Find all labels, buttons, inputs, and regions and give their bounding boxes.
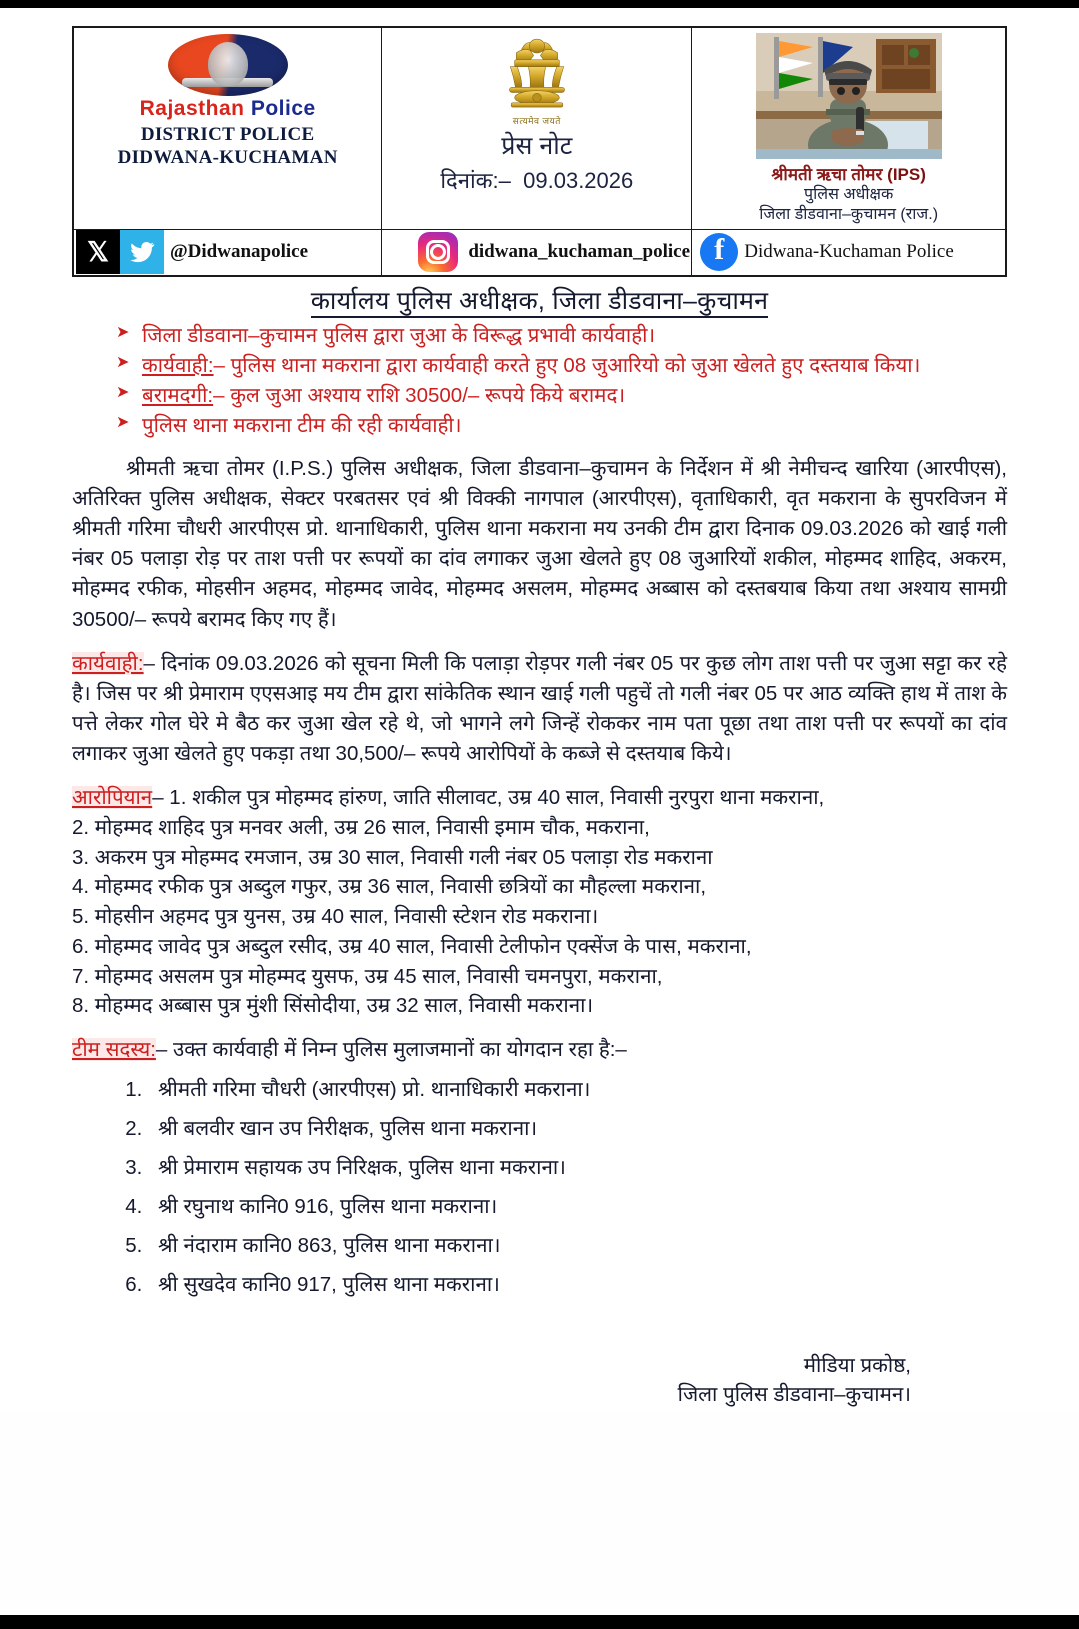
twitter-handle-text[interactable]: @Didwanapolice — [170, 241, 309, 263]
crest-band-icon — [182, 78, 273, 87]
press-note-title: प्रेस नोट — [501, 132, 573, 160]
signoff-line-1: मीडिया प्रकोष्ठ, — [803, 1353, 911, 1377]
bullet-item — [116, 321, 1007, 350]
action-label: कार्यवाही: — [72, 651, 144, 675]
accused-item: 7. मोहम्मद असलम पुत्र मोहम्मद युसफ, उम्र 45 साल, निवासी चमनपुरा, मकराना, — [72, 964, 663, 988]
bullet-item — [116, 381, 1007, 410]
instagram-glyph — [426, 240, 450, 264]
social-media-row — [73, 230, 1006, 276]
bullet-text: जिला डीडवाना–कुचामन पुलिस द्वारा जुआ के विरूद्ध प्रभावी कार्यवाही। — [142, 323, 656, 347]
press-note-box — [382, 28, 691, 199]
accused-dash: – — [152, 786, 164, 810]
team-member-item: 4. श्री रघुनाथ कानि0 916, पुलिस थाना मकराना। — [148, 1188, 1007, 1227]
letterhead-center-cell — [382, 27, 692, 230]
accused-label: आरोपियान — [72, 786, 153, 810]
bullet-label: कार्यवाही: — [142, 353, 214, 377]
bullet-item — [116, 351, 1007, 380]
ashoka-pillar-icon — [494, 34, 580, 120]
bullet-item — [116, 411, 1007, 440]
instagram-handle-text[interactable]: didwana_kuchaman_police — [468, 241, 691, 263]
twitter-x-group[interactable] — [74, 230, 381, 274]
team-member-item: 6. श्री सुखदेव कानि0 917, पुलिस थाना मकराना। — [148, 1266, 1007, 1305]
date-label: दिनांक:– — [440, 168, 511, 193]
document-body — [72, 283, 1007, 1411]
team-intro-paragraph — [72, 1035, 1007, 1065]
satyameva-jayate-text: सत्यमेव जयते — [512, 116, 561, 126]
twitter-cell[interactable] — [73, 230, 382, 276]
team-member-item: 1. श्रीमती गरिमा चौधरी (आरपीएस) प्रो. थानाधिकारी मकराना। — [148, 1071, 1007, 1110]
accused-item: 8. मोहम्मद अब्बास पुत्र मुंशी सिंसोदीया, उम्र 32 साल, निवासी मकराना। — [72, 994, 594, 1018]
bullet-text: – पुलिस थाना मकराना द्वारा कार्यवाही करते हुए 08 जुआरियो को जुआ खेलते हुए दस्तयाब किया। — [213, 353, 921, 377]
page-title-text: कार्यालय पुलिस अधीक्षक, जिला डीडवाना–कुचामन — [311, 287, 769, 318]
accused-item: 2. मोहम्मद शाहिद पुत्र मनवर अली, उम्र 26 साल, निवासी इमाम चौक, मकराना, — [72, 815, 650, 839]
x-icon[interactable]: 𝕏 — [76, 230, 120, 274]
officer-name — [696, 162, 1001, 185]
accused-item: 4. मोहम्मद रफीक पुत्र अब्दुल गफुर, उम्र 36 साल, निवासी छत्रियों का मौहल्ला मकराना, — [72, 875, 707, 899]
instagram-group[interactable] — [382, 230, 691, 274]
team-member-item: 2. श्री बलवीर खान उप निरीक्षक, पुलिस थाना मकराना। — [148, 1110, 1007, 1149]
bullet-label: बरामदगी: — [142, 383, 214, 407]
officer-box — [692, 28, 1005, 229]
bullet-text: – कुल जुआ अश्याय राशि 30500/– रूपये किये बरामद। — [213, 383, 626, 407]
highlight-bullet-list — [116, 321, 1007, 440]
rajasthan-police-emblem-icon — [168, 34, 288, 96]
wordmark-police: Police — [250, 97, 316, 120]
team-member-item: 5. श्री नंदाराम कानि0 863, पुलिस थाना मकराना। — [148, 1227, 1007, 1266]
officer-ips-tag: (IPS) — [887, 165, 926, 184]
rajasthan-police-wordmark — [78, 98, 377, 120]
signoff-line-2: जिला पुलिस डीडवाना–कुचामन। — [677, 1383, 911, 1407]
district-police-line1: DISTRICT POLICE — [140, 124, 315, 146]
press-note-page — [0, 8, 1079, 1410]
team-label: टीम सदस्य: — [72, 1037, 156, 1061]
officer-name-text: श्रीमती ऋचा तोमर — [771, 165, 883, 184]
facebook-group[interactable] — [692, 230, 1005, 274]
signoff-block — [72, 1351, 1007, 1410]
action-text: – दिनांक 09.03.2026 को सूचना मिली कि पलाड़ा रोड़पर गली नंबर 05 पर कुछ लोग ताश पत्ती पर जुआ सट्टा कर रहे है। जिस पर श्री प्रेमाराम एएसआइ मय टीम द्वारा सांकेतिक स्थान खाई गली पहुचें तो गली नंबर 05 पर आठ व्यक्ति हाथ में ताश के पत्ते लेकर गोल घेरे मे बैठ कर जुआ खेल रहे थे, जो भागने लगे जिन्हें रोककर नाम पता पूछा तथा ताश पत्ती पर रूपयों का दांव लगाकर जुआ खेलते हुए पकड़ा तथा 30,500/– रूपये आरोपियों के कब्जे से दस्तयाब किये। — [72, 651, 1007, 766]
facebook-cell[interactable] — [692, 230, 1006, 276]
team-intro-text: – उक्त कार्यवाही में निम्न पुलिस मुलाजमानों का योगदान रहा है:– — [155, 1037, 627, 1061]
main-paragraph: श्रीमती ऋचा तोमर (I.P.S.) पुलिस अधीक्षक, जिला डीडवाना–कुचामन के निर्देशन में श्री नेमीचन्द खारिया (आरपीएस), अतिरिक्त पुलिस अधीक्षक, सेक्टर परबतसर एवं श्री विक्की नागपाल (आरपीएस), वृताधिकारी, वृत मकराना के सुपरविजन में श्रीमती गरिमा चौधरी आरपीएस प्रो. थानाधिकारी, पुलिस थाना मकराना मय उनकी टीम द्वारा दिनाक 09.03.2026 को खाई गली नंबर 05 पलाड़ा रोड़ पर ताश पत्ती पर रूपयों का दांव लगाकर जुआ खेलते हुए 08 जुआरियों शकील, मोहम्मद शाहिद, अकरम, मोहम्मद रफीक, मोहसीन अहमद, मोहम्मद जावेद, मोहम्मद असलम, मोहम्मद अब्बास को दस्तबयाब किया तथा अश्याय सामग्री 30500/– रूपये बरामद किए गए हैं। — [72, 456, 1007, 631]
letterhead-table — [72, 26, 1007, 277]
accused-list-block — [72, 783, 1007, 1021]
team-member-list — [148, 1071, 1007, 1305]
instagram-icon[interactable] — [418, 232, 458, 272]
instagram-cell[interactable] — [382, 230, 692, 276]
letterhead-right-cell — [692, 27, 1006, 230]
accused-item: 3. अकरम पुत्र मोहम्मद रमजान, उम्र 30 साल, निवासी गली नंबर 05 पलाड़ा रोड मकराना — [72, 845, 713, 869]
date-value: 09.03.2026 — [523, 168, 634, 193]
officer-photo — [756, 33, 942, 159]
wordmark-rajasthan: Rajasthan — [139, 97, 245, 120]
press-note-date — [386, 165, 687, 195]
rajasthan-police-logo-box — [74, 28, 381, 173]
screen-bottom-bar — [0, 1615, 1079, 1629]
page-title — [72, 283, 1007, 317]
district-police-line2: DIDWANA-KUCHAMAN — [117, 147, 338, 169]
officer-rank: पुलिस अधीक्षक — [803, 186, 894, 203]
action-paragraph — [72, 649, 1007, 770]
letterhead-left-cell — [73, 27, 382, 230]
officer-district: जिला डीडवाना–कुचामन (राज.) — [759, 206, 939, 223]
screen-top-bar — [0, 0, 1079, 8]
facebook-icon[interactable]: f — [700, 233, 738, 271]
team-member-item: 3. श्री प्रेमाराम सहायक उप निरिक्षक, पुलिस थाना मकराना। — [148, 1149, 1007, 1188]
facebook-page-text[interactable]: Didwana-Kuchaman Police — [744, 241, 954, 263]
letterhead-top-row — [73, 27, 1006, 230]
accused-item: 5. मोहसीन अहमद पुत्र युनस, उम्र 40 साल, निवासी स्टेशन रोड मकराना। — [72, 905, 599, 929]
twitter-bird-icon[interactable] — [120, 230, 164, 274]
accused-item: 1. शकील पुत्र मोहम्मद हांरुण, जाति सीलावट, उम्र 40 साल, निवासी नुरपुरा थाना मकराना, — [169, 786, 825, 810]
bullet-text: पुलिस थाना मकराना टीम की रही कार्यवाही। — [142, 413, 462, 437]
accused-item: 6. मोहम्मद जावेद पुत्र अब्दुल रसीद, उम्र 40 साल, निवासी टेलीफोन एक्सेंज के पास, मकराना, — [72, 934, 752, 958]
